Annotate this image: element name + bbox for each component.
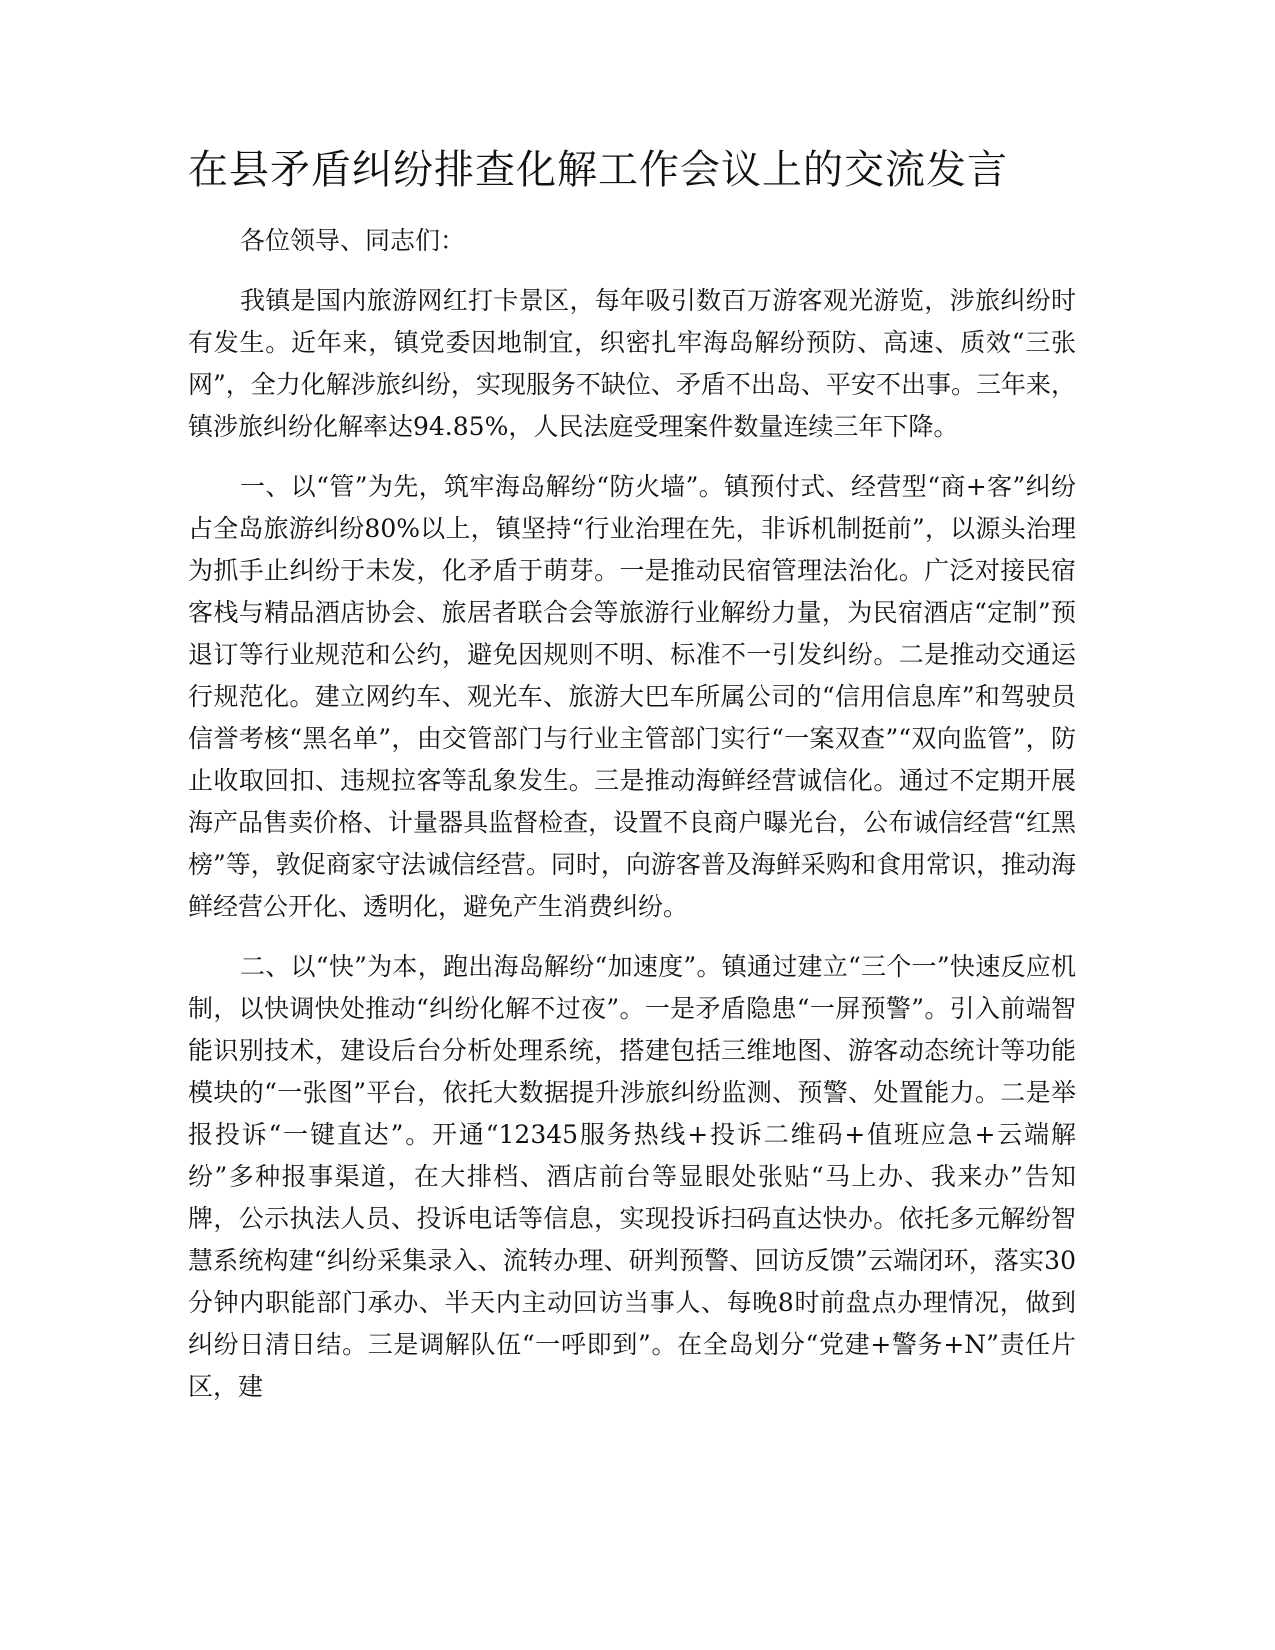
document-title: 在县矛盾纠纷排查化解工作会议上的交流发言 — [188, 147, 1008, 193]
salutation: 各位领导、同志们： — [240, 226, 466, 255]
paragraph-intro: 我镇是国内旅游网红打卡景区，每年吸引数百万游客观光游览，涉旅纠纷时有发生。近年来，镇党委因地制宜，织密扎牢海岛解纷预防、高速、质效“三张网”，全力化解涉旅纠纷，实现服务不缺位、矛盾不出岛、平安不出事。三年来，镇涉旅纠纷化解率达94.85%，人民法庭受理案件数量连续三年下降。 — [188, 286, 1076, 441]
document-body — [188, 138, 1076, 1426]
paragraph-section-one: 一、以“管”为先，筑牢海岛解纷“防火墙”。镇预付式、经营型“商+客”纠纷占全岛旅游纠纷80%以上，镇坚持“行业治理在先，非诉机制挺前”，以源头治理为抓手止纠纷于未发，化矛盾于萌芽。一是推动民宿管理法治化。广泛对接民宿客栈与精品酒店协会、旅居者联合会等旅游行业解纷力量，为民宿酒店“定制”预退订等行业规范和公约，避免因规则不明、标准不一引发纠纷。二是推动交通运行规范化。建立网约车、观光车、旅游大巴车所属公司的“信用信息库”和驾驶员信誉考核“黑名单”，由交管部门与行业主管部门实行“一案双查”“双向监管”，防止收取回扣、违规拉客等乱象发生。三是推动海鲜经营诚信化。通过不定期开展海产品售卖价格、计量器具监督检查，设置不良商户曝光台，公布诚信经营“红黑榜”等，敦促商家守法诚信经营。同时，向游客普及海鲜采购和食用常识，推动海鲜经营公开化、透明化，避免产生消费纠纷。 — [188, 472, 1076, 921]
paragraph-section-two: 二、以“快”为本，跑出海岛解纷“加速度”。镇通过建立“三个一”快速反应机制，以快调快处推动“纠纷化解不过夜”。一是矛盾隐患“一屏预警”。引入前端智能识别技术，建设后台分析处理系统，搭建包括三维地图、游客动态统计等功能模块的“一张图”平台，依托大数据提升涉旅纠纷监测、预警、处置能力。二是举报投诉“一键直达”。开通“12345服务热线+投诉二维码+值班应急+云端解纷”多种报事渠道，在大排档、酒店前台等显眼处张贴“马上办、我来办”告知牌，公示执法人员、投诉电话等信息，实现投诉扫码直达快办。依托多元解纷智慧系统构建“纠纷采集录入、流转办理、研判预警、回访反馈”云端闭环，落实30分钟内职能部门承办、半天内主动回访当事人、每晚8时前盘点办理情况，做到纠纷日清日结。三是调解队伍“一呼即到”。在全岛划分“党建+警务+N”责任片区，建 — [188, 952, 1076, 1401]
